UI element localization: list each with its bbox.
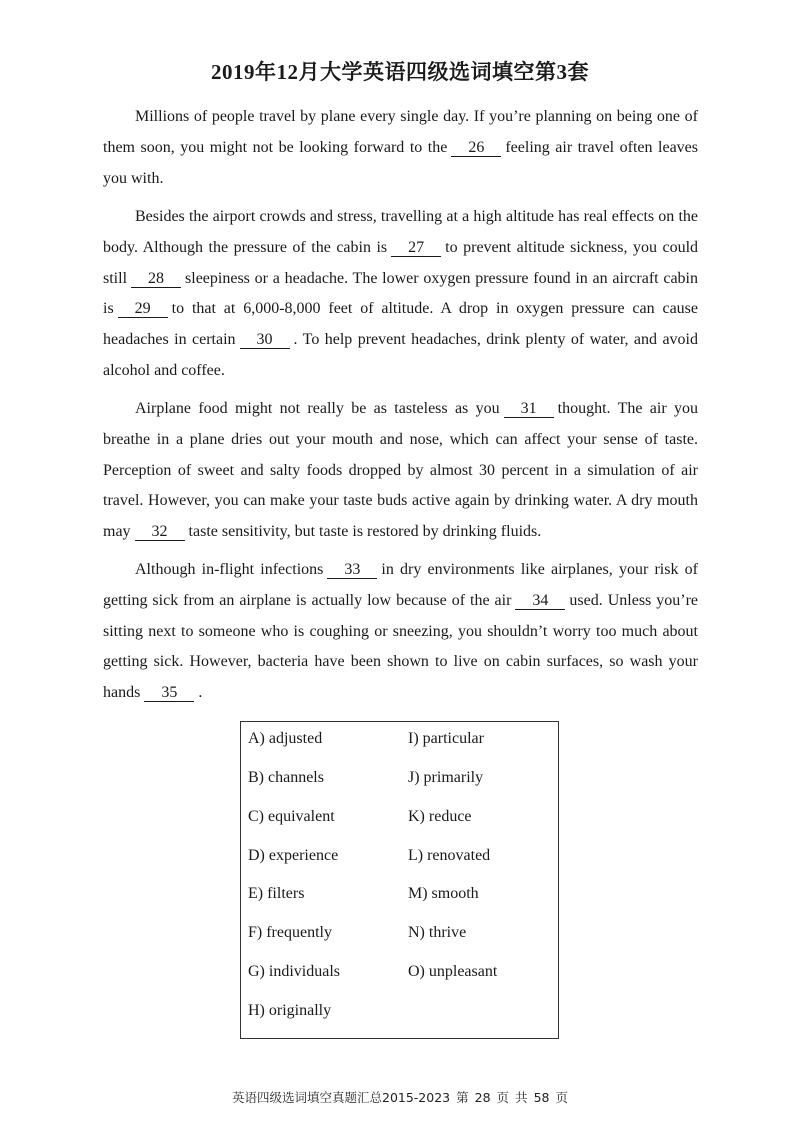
blank-27: 27 [391, 240, 441, 257]
paragraph-text: . To help prevent headaches, drink plenty of water, and avoid alcohol and coffee. [103, 331, 698, 379]
paragraph-4 [103, 555, 698, 709]
paragraph-text: thought. The air you breathe in a plane dries out your mouth and nose, which can affect your sense of taste. Perception of sweet and salty foods dropped by almost 30 percent in a simulation of air travel. However, you can make your taste buds active again by drinking water. A dry mouth may [103, 400, 698, 541]
blank-35: 35 [144, 685, 194, 702]
blank-29: 29 [118, 301, 168, 318]
option-i: I) particular [408, 730, 484, 747]
option-m: M) smooth [408, 885, 479, 902]
paragraph-text: feeling air travel often leaves you with. [103, 138, 699, 187]
paragraph-1 [103, 102, 698, 194]
option-g: G) individuals [248, 963, 340, 980]
blank-34: 34 [515, 593, 565, 610]
option-l: L) renovated [408, 847, 491, 864]
paragraph-text: in dry environments like airplanes, your risk of getting sick from an airplane is actually low because of the air [103, 561, 699, 609]
option-n: N) thrive [408, 924, 467, 941]
page-footer [0, 1088, 800, 1106]
blank-30: 30 [240, 332, 290, 349]
blank-28: 28 [131, 271, 181, 288]
option-k: K) reduce [408, 808, 472, 825]
paragraph-text: Besides the airport crowds and stress, travelling at a high altitude has real effects on the body. Although the pressure of the cabin is [103, 208, 698, 256]
blank-32: 32 [135, 524, 185, 541]
paragraph-text: taste sensitivity, but taste is restored by drinking fluids. [188, 523, 542, 541]
footer-gong: 共 [515, 1090, 528, 1105]
blank-31: 31 [504, 401, 554, 418]
paragraph-text: sleepiness or a headache. The lower oxygen pressure found in an aircraft cabin is [103, 269, 698, 318]
page-title: 2019年12月大学英语四级选词填空第3套 [211, 60, 589, 84]
footer-di: 第 [456, 1090, 469, 1105]
option-j: J) primarily [408, 769, 484, 786]
paragraph-text: Although in-flight infections [135, 561, 324, 578]
paragraph-text: Airplane food might not really be as tasteless as you [135, 400, 500, 417]
option-b: B) channels [248, 769, 324, 786]
option-f: F) frequently [248, 924, 332, 941]
option-o: O) unpleasant [408, 963, 498, 980]
paragraph-text: to that at 6,000-8,000 feet of altitude. A drop in oxygen pressure can cause headaches in certain [103, 300, 698, 349]
paragraph-3 [103, 394, 698, 548]
paragraph-text: Millions of people travel by plane every single day. If you’re planning on being one of them soon, you might not be looking forward to the [103, 108, 698, 156]
footer-ye: 页 [496, 1090, 510, 1105]
option-a: A) adjusted [248, 730, 323, 747]
option-h: H) originally [248, 1002, 332, 1019]
blank-33: 33 [327, 562, 377, 579]
footer-ye: 页 [555, 1090, 568, 1105]
blank-26: 26 [451, 140, 501, 157]
option-e: E) filters [248, 885, 305, 902]
paragraph-text: . [198, 684, 203, 702]
footer-source: 英语四级选词填空真题汇总2015-2023 [231, 1090, 451, 1105]
option-d: D) experience [248, 847, 339, 864]
option-c: C) equivalent [248, 808, 335, 825]
paragraph-text: used. Unless you’re sitting next to someone who is coughing or sneezing, you shouldn’t worry too much about getting sick. However, bacteria have been shown to live on cabin surfaces, so wash your hands [103, 591, 699, 702]
paragraph-2 [103, 202, 698, 387]
footer-total-pages: 58 [533, 1090, 550, 1105]
paragraph-text: to prevent altitude sickness, you could still [103, 238, 699, 287]
word-bank-box [240, 721, 559, 1039]
footer-page-number: 28 [474, 1090, 491, 1105]
